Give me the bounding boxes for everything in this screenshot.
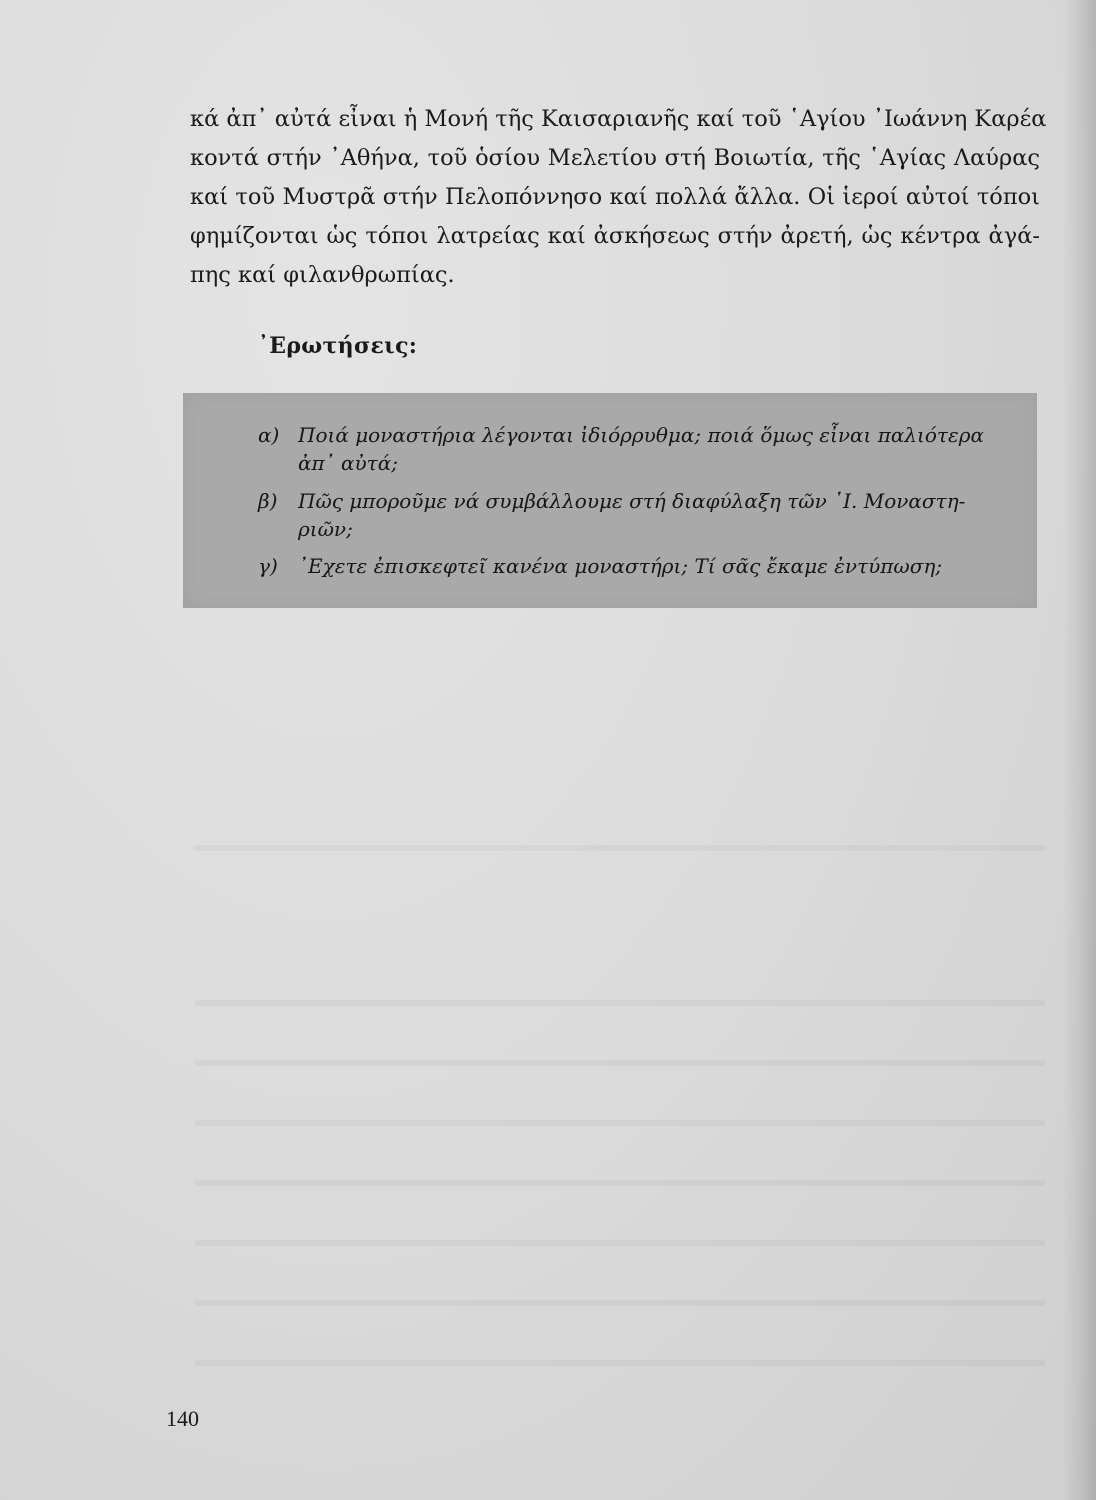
question-continuation: ριῶν; <box>298 517 353 541</box>
show-through-line <box>195 1300 1045 1306</box>
page-edge-shadow <box>1062 0 1096 1500</box>
paragraph-line: πης καί φιλανθρωπίας. <box>190 262 455 288</box>
show-through-line <box>195 1240 1045 1246</box>
show-through-line <box>195 1360 1045 1366</box>
question-continuation: ἀπ᾽ αὐτά; <box>298 451 398 475</box>
question-text: Ποιά μοναστήρια λέγονται ἰδιόρρυθμα; ποιά ὅμως εἶναι παλιότερα <box>298 423 984 447</box>
question-text: Πῶς μποροῦμε νά συμβάλλουμε στή διαφύλαξη τῶν ῾Ι. Μοναστη- <box>298 489 966 513</box>
paragraph-line: κά ἀπ᾽ αὐτά εἶναι ἡ Μονή τῆς Καισαριανῆς καί τοῦ ῾Αγίου ᾽Ιωάννη Καρέα <box>190 106 1047 132</box>
body-paragraph <box>190 100 1047 295</box>
paragraph-line: κοντά στήν ᾽Αθήνα, τοῦ ὁσίου Μελετίου στή Βοιωτία, τῆς ῾Αγίας Λαύρας <box>190 145 1040 171</box>
question-label: β) <box>258 489 278 513</box>
question-item <box>258 423 984 447</box>
show-through-line <box>195 1180 1045 1186</box>
paragraph-line: καί τοῦ Μυστρᾶ στήν Πελοπόννησο καί πολλά ἄλλα. Οἱ ἱεροί αὐτοί τόποι <box>190 184 1040 210</box>
question-label: α) <box>258 423 280 447</box>
question-label: γ) <box>258 554 278 578</box>
show-through-line <box>195 1120 1045 1126</box>
question-text: ᾽Εχετε ἐπισκεφτεῖ κανένα μοναστήρι; Τί σᾶς ἔκαμε ἐντύπωση; <box>298 554 943 578</box>
page-number: 140 <box>166 1406 199 1431</box>
questions-box <box>183 393 1037 608</box>
question-item <box>258 554 942 578</box>
show-through-line <box>195 1060 1045 1066</box>
show-through-line <box>195 845 1045 851</box>
paragraph-line: φημίζονται ὡς τόποι λατρείας καί ἀσκήσεως στήν ἀρετή, ὡς κέντρα ἀγά- <box>190 223 1040 249</box>
questions-heading: ᾽Ερωτήσεις: <box>258 333 418 359</box>
show-through-line <box>195 1000 1045 1006</box>
question-item <box>258 489 965 513</box>
